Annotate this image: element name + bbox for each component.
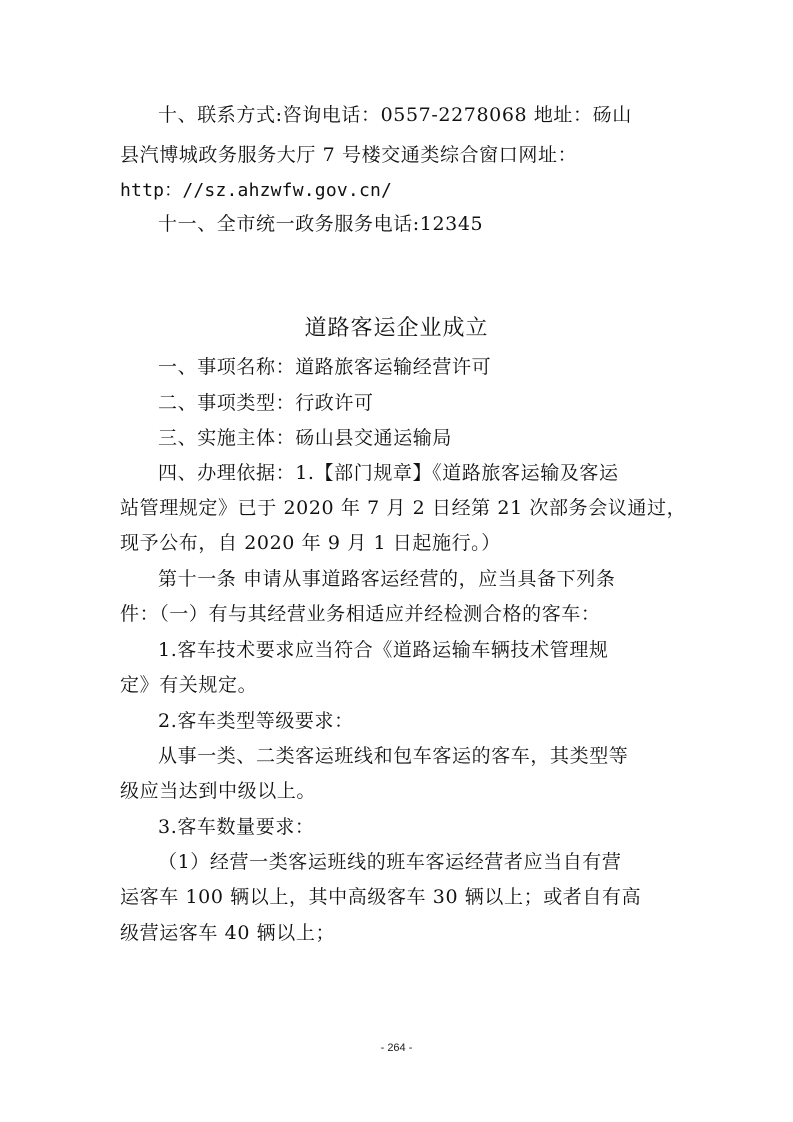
legal-basis-line-2: 站管理规定》已于 2020 年 7 月 2 日经第 21 次部务会议通过， xyxy=(120,497,687,519)
requirement-1-line-2: 定》有关规定。 xyxy=(120,674,258,696)
item-type: 二、事项类型：行政许可 xyxy=(158,392,374,414)
item-name: 一、事项名称：道路旅客运输经营许可 xyxy=(158,356,492,378)
contact-line-1: 十、联系方式:咨询电话：0557-2278068 地址：砀山 xyxy=(158,104,632,126)
hotline-line: 十一、全市统一政务服务电话:12345 xyxy=(158,213,484,235)
item-authority: 三、实施主体：砀山县交通运输局 xyxy=(158,427,453,449)
contact-line-2: 县汽博城政务服务大厅 7 号楼交通类综合窗口网址： xyxy=(120,144,578,166)
requirement-2-line-1: 从事一类、二类客运班线和包车客运的客车，其类型等 xyxy=(158,745,629,767)
requirement-3-line-2: 运客车 100 辆以上，其中高级客车 30 辆以上；或者自有高 xyxy=(120,886,642,908)
requirement-2-heading: 2.客车类型等级要求： xyxy=(158,710,354,732)
contact-url: http：//sz.ahzwfw.gov.cn/ xyxy=(120,180,393,201)
requirement-3-line-1: （1）经营一类客运班线的班车客运经营者应当自有营 xyxy=(158,851,622,873)
requirement-3-line-3: 级营运客车 40 辆以上； xyxy=(120,922,336,944)
requirement-2-line-2: 级应当达到中级以上。 xyxy=(120,780,317,802)
section-title: 道路客运企业成立 xyxy=(304,316,489,341)
legal-basis-line-1: 四、办理依据：1.【部门规章】《道路旅客运输及客运 xyxy=(158,462,619,484)
page-number: - 264 - xyxy=(380,1042,413,1054)
requirement-1-line-1: 1.客车技术要求应当符合《道路运输车辆技术管理规 xyxy=(158,639,609,661)
article-line-2: 件：（一）有与其经营业务相适应并经检测合格的客车： xyxy=(120,603,601,625)
article-line-1: 第十一条 申请从事道路客运经营的，应当具备下列条 xyxy=(158,568,616,590)
legal-basis-line-3: 现予公布，自 2020 年 9 月 1 日起施行。） xyxy=(120,532,501,554)
requirement-3-heading: 3.客车数量要求： xyxy=(158,816,315,838)
